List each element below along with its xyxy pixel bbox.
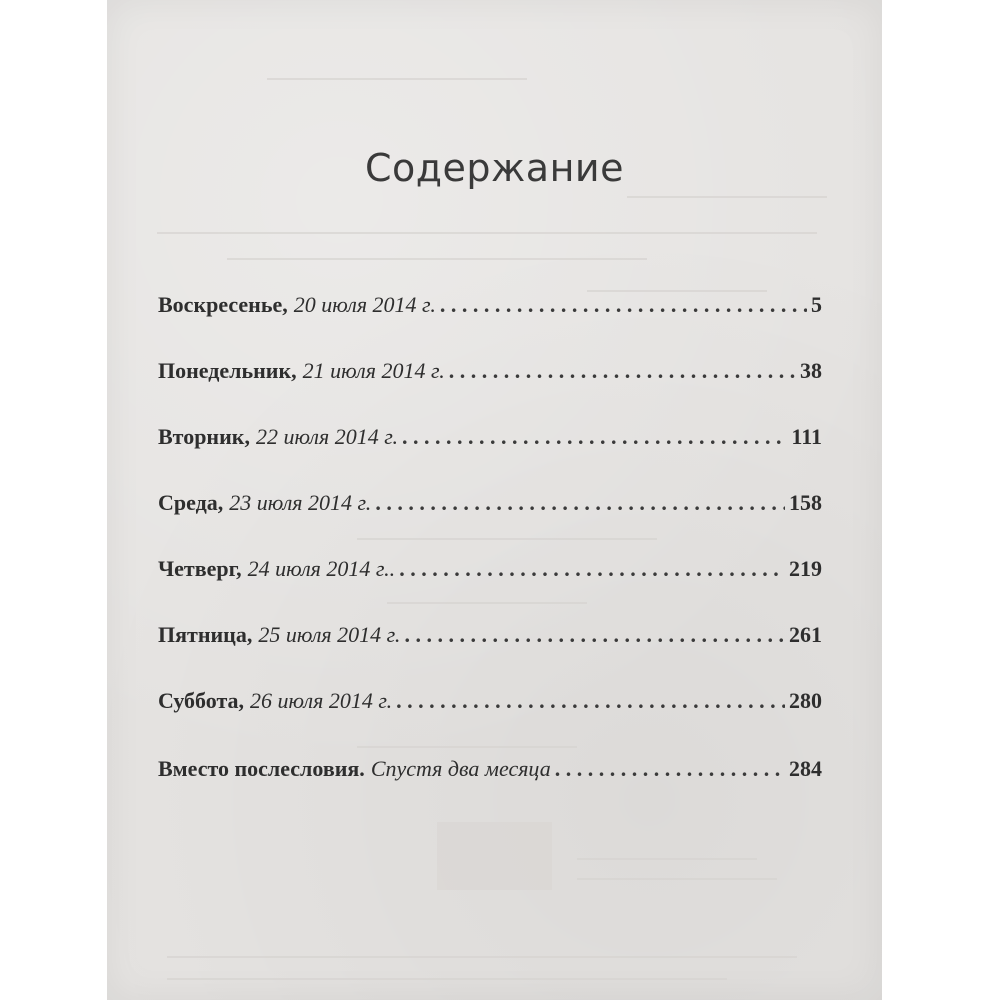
toc-day: Пятница, — [158, 622, 253, 647]
toc-day: Воскресенье, — [158, 292, 288, 317]
toc-leader-dots — [396, 688, 785, 714]
toc-day: Понедельник, — [158, 358, 297, 383]
toc-day: Вместо послесловия. — [158, 756, 365, 781]
toc-date: 22 июля 2014 г. — [255, 424, 399, 449]
bleed-through-line — [167, 956, 797, 958]
toc-entry — [158, 424, 822, 460]
toc-entry — [158, 292, 822, 328]
toc-page-number: 219 — [789, 556, 822, 581]
book-page — [107, 0, 882, 1000]
bleed-through-line — [577, 858, 757, 860]
bleed-through-line — [267, 78, 527, 80]
toc-page-number: 284 — [789, 756, 822, 781]
bleed-through-line — [227, 258, 647, 260]
toc-date: 26 июля 2014 г. — [250, 688, 393, 713]
toc-entry — [158, 756, 822, 792]
toc-entry — [158, 358, 822, 394]
bleed-through-line — [387, 602, 587, 604]
toc-date: 20 июля 2014 г. — [293, 292, 436, 317]
toc-page-number: 38 — [800, 358, 822, 383]
toc-page-number: 280 — [789, 688, 822, 713]
toc-entry — [158, 622, 822, 658]
page-title: Содержание — [365, 146, 624, 190]
toc-leader-dots — [440, 292, 807, 318]
bleed-through-line — [167, 978, 727, 980]
toc-leader-dots — [402, 424, 787, 450]
toc-date: 24 июля 2014 г.. — [247, 556, 396, 581]
toc-leader-dots — [404, 622, 785, 648]
toc-page-number: 158 — [789, 490, 822, 515]
toc-date: 25 июля 2014 г. — [258, 622, 401, 647]
bleed-through-line — [627, 196, 827, 198]
toc-leader-dots — [555, 756, 785, 782]
toc-date: 23 июля 2014 г. — [229, 490, 372, 515]
toc-leader-dots — [399, 556, 785, 582]
bleed-through-line — [357, 538, 657, 540]
toc-day: Четверг, — [158, 556, 242, 581]
bleed-through-line — [357, 746, 577, 748]
toc-date: Спустя два месяца — [370, 756, 551, 781]
bleed-through-emblem — [437, 822, 552, 890]
bleed-through-line — [157, 232, 817, 234]
toc-leader-dots — [449, 358, 796, 384]
toc-entry — [158, 490, 822, 526]
toc-day: Среда, — [158, 490, 224, 515]
toc-date: 21 июля 2014 г. — [302, 358, 445, 383]
toc-page-number: 261 — [789, 622, 822, 647]
toc-entry — [158, 688, 822, 724]
toc-day: Суббота, — [158, 688, 245, 713]
toc-entry — [158, 556, 822, 592]
bleed-through-line — [577, 878, 777, 880]
toc-leader-dots — [375, 490, 785, 516]
toc-page-number: 111 — [791, 424, 822, 449]
toc-page-number: 5 — [811, 292, 822, 317]
toc-day: Вторник, — [158, 424, 250, 449]
